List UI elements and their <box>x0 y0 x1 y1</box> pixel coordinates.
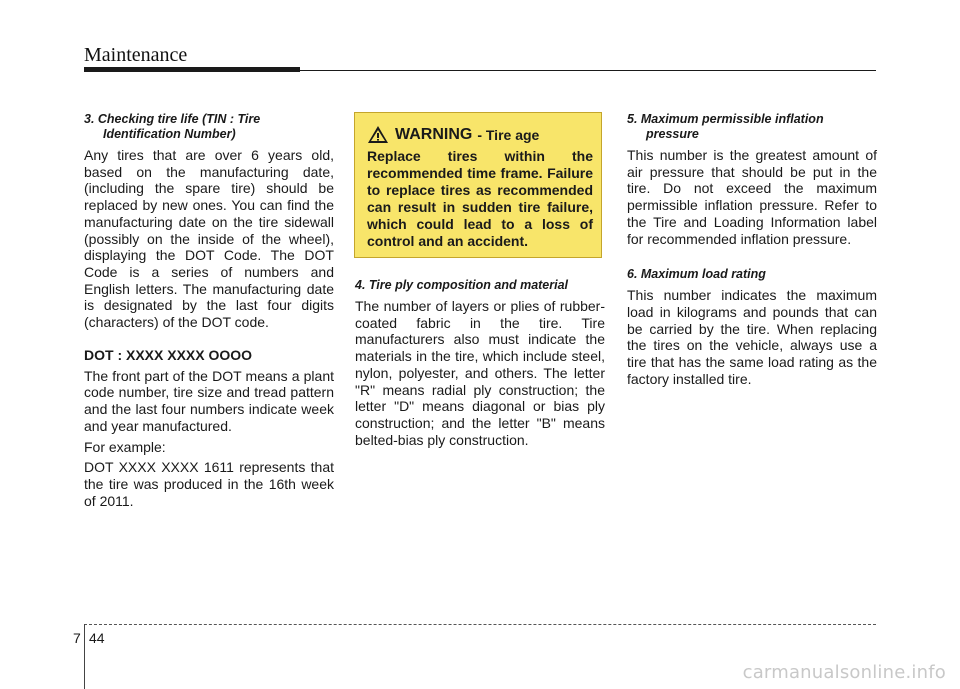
warning-text: Replace tires within the recommended time frame. Failure to replace tires as recommended can result in sudden tire failure, which could lead to a loss of control and an accident. <box>367 148 593 249</box>
page-header-title: Maintenance <box>84 44 188 66</box>
paragraph: For example: <box>84 438 166 455</box>
section-heading-ply-composition: 4. Tire ply composition and material <box>355 278 569 292</box>
chapter-number: 7 <box>73 630 81 646</box>
paragraph: Any tires that are over 6 years old, based on the manufacturing date, (including the spare tire) should be replaced by new ones. You can find the manufacturing date on the tire sidewall (possibly on the inside of the wheel), displaying the DOT Code. The DOT Code is a series of numbers and English letters. The manufacturing date is designated by the last four digits (characters) of the DOT code. <box>84 147 334 331</box>
section-heading-load-rating: 6. Maximum load rating <box>627 267 766 282</box>
column-right <box>627 112 877 387</box>
warning-subtitle: - Tire age <box>477 126 540 143</box>
spacer <box>355 258 605 278</box>
warning-header <box>367 125 593 144</box>
watermark: carmanualsonline.info <box>742 662 946 683</box>
footer-divider <box>84 624 85 689</box>
header-rule-thick <box>84 67 300 72</box>
heading-line: 3. Checking tire life (TIN : Tire <box>84 112 261 126</box>
paragraph: The number of layers or plies of rubber-coated fabric in the tire. Tire manufacturers also must indicate the materials in the tire, which include steel, nylon, polyester, and others. The letter "R" means radial ply construction; the letter "D" means diagonal or bias ply construction; and the letter "B" means belted-bias ply construction. <box>355 298 605 448</box>
page-number: 44 <box>89 630 105 646</box>
heading-line: Identification Number) <box>103 127 236 141</box>
paragraph: This number indicates the maximum load in kilograms and pounds that can be carried by the tire. When replacing the tires on the vehicle, always use a tire that has the same load rating as the factory installed tire. <box>627 287 877 387</box>
heading-line: 5. Maximum permissible inflation <box>627 112 824 126</box>
column-left <box>84 112 334 509</box>
column-middle <box>355 112 605 448</box>
spacer <box>627 247 877 267</box>
warning-title: WARNING <box>395 125 473 143</box>
dot-code-example: DOT : XXXX XXXX OOOO <box>84 346 253 363</box>
paragraph: DOT XXXX XXXX 1611 represents that the tire was produced in the 16th week of 2011. <box>84 459 334 509</box>
heading-line: pressure <box>646 127 699 141</box>
header-rule-thin <box>300 70 876 71</box>
warning-box <box>354 112 602 258</box>
paragraph: This number is the greatest amount of air pressure that should be put in the tire. Do not exceed the maximum permissible inflation pressure. Refer to the Tire and Loading Information label for recommended inflation pressure. <box>627 147 877 247</box>
section-heading-tire-life <box>84 112 334 142</box>
paragraph: The front part of the DOT means a plant code number, tire size and tread pattern and the last four numbers indicate week and year manufactured. <box>84 367 334 434</box>
section-heading-inflation-pressure <box>627 112 877 142</box>
footer-rule <box>84 624 876 625</box>
warning-triangle-icon <box>367 125 389 144</box>
